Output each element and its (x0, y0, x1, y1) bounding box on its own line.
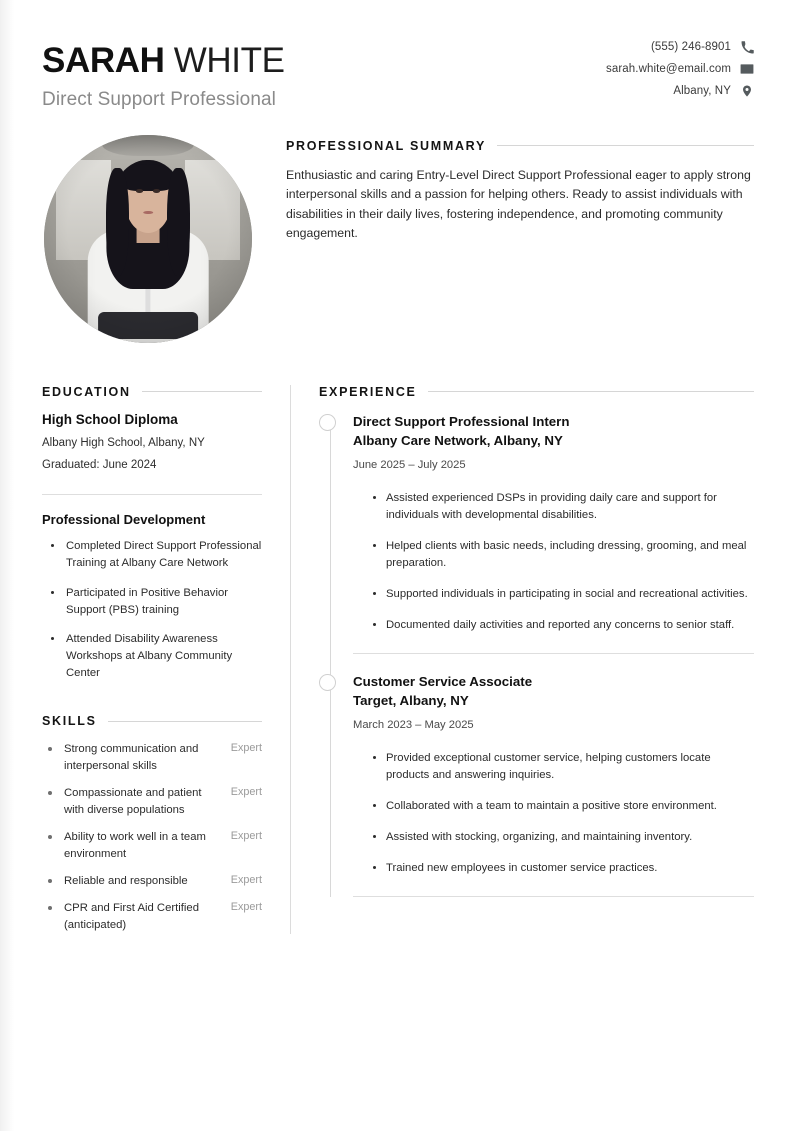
timeline-dot-icon (319, 674, 336, 691)
contact-info-list (606, 36, 754, 98)
skill-name: CPR and First Aid Certified (anticipated) (64, 902, 199, 931)
skill-level: Expert (230, 742, 262, 755)
job-bullet-list (353, 750, 754, 877)
skill-level: Expert (230, 901, 262, 914)
heading-rule (108, 721, 262, 722)
skill-item (42, 900, 262, 934)
skill-level: Expert (230, 874, 262, 887)
professional-summary-text: Enthusiastic and caring Entry-Level Direct Support Professional eager to apply strong interpersonal skills and a passion for helping others. Ready to assist individuals with disabilities in their daily lives, fostering independence, and promoting community engagement. (286, 167, 751, 241)
job-role: Direct Support Professional Intern (353, 413, 570, 429)
list-item: Supported individuals in participating in social and recreational activities. (371, 586, 754, 603)
email-icon (740, 62, 754, 76)
list-item: Attended Disability Awareness Workshops at Albany Community Center (44, 631, 262, 681)
experience-entry-divider (353, 653, 754, 654)
list-item: Helped clients with basic needs, including dressing, grooming, and meal preparation. (371, 538, 754, 572)
contact-location-value: Albany, NY (673, 85, 731, 97)
last-name: WHITE (173, 41, 285, 80)
contact-location[interactable] (673, 84, 754, 98)
first-name: SARAH (42, 41, 165, 80)
list-item: Completed Direct Support Professional Training at Albany Care Network (44, 538, 262, 571)
body-columns (0, 343, 800, 934)
contact-email-value: sarah.white@email.com (606, 63, 731, 75)
education-section (42, 385, 262, 682)
timeline-dot-icon (319, 414, 336, 431)
professional-development-heading: Professional Development (42, 512, 206, 528)
job-company: Albany Care Network, Albany, NY (353, 433, 563, 449)
photo-container (42, 133, 254, 343)
name-block (42, 36, 285, 111)
skill-level: Expert (230, 830, 262, 843)
skill-item (42, 873, 262, 890)
contact-phone[interactable] (651, 40, 754, 54)
header-job-title: Direct Support Professional (42, 88, 276, 110)
experience-end-divider (353, 896, 754, 897)
experience-entry (353, 412, 754, 634)
skill-name: Compassionate and patient with diverse populations (64, 787, 202, 817)
list-item: Assisted with stocking, organizing, and maintaining inventory. (371, 829, 754, 846)
job-bullet-list (353, 490, 754, 634)
contact-phone-value: (555) 246-8901 (650, 41, 731, 53)
education-school: Albany High School, Albany, NY (42, 436, 205, 449)
skill-name: Reliable and responsible (64, 875, 188, 888)
heading-rule (428, 391, 754, 392)
list-item: Trained new employees in customer service practices. (371, 860, 754, 877)
profile-photo (44, 135, 252, 343)
experience-timeline (319, 412, 754, 897)
skill-item (42, 829, 262, 863)
education-divider (42, 494, 262, 495)
job-dates: June 2025 – July 2025 (353, 459, 466, 472)
list-item: Provided exceptional customer service, helping customers locate products and answering inquiries. (371, 750, 754, 784)
education-heading (42, 385, 262, 399)
education-graduation-date: Graduated: June 2024 (42, 458, 157, 471)
skill-item (42, 785, 262, 819)
skill-item (42, 741, 262, 775)
skills-heading-text: SKILLS (42, 714, 97, 729)
list-item: Documented daily activities and reported any concerns to senior staff. (371, 617, 754, 634)
skills-section (42, 714, 262, 933)
job-role: Customer Service Associate (353, 673, 533, 689)
full-name (42, 42, 285, 80)
job-dates: March 2023 – May 2025 (353, 719, 474, 732)
photo-and-summary-section (0, 111, 800, 343)
heading-rule (497, 145, 754, 146)
education-degree: High School Diploma (42, 411, 178, 427)
resume-header (0, 0, 800, 111)
professional-summary-section (286, 133, 754, 244)
contact-email[interactable] (606, 62, 754, 76)
job-company: Target, Albany, NY (353, 693, 469, 709)
skills-heading (42, 714, 262, 728)
education-heading-text: EDUCATION (42, 384, 131, 399)
skill-name: Strong communication and interpersonal skills (64, 743, 199, 773)
experience-heading-text: EXPERIENCE (319, 384, 417, 399)
left-column (42, 385, 278, 934)
professional-summary-heading (286, 139, 754, 153)
timeline-line (330, 420, 331, 897)
experience-entry (353, 672, 754, 897)
list-item: Collaborated with a team to maintain a positive store environment. (371, 798, 754, 815)
list-item: Assisted experienced DSPs in providing daily care and support for individuals with developmental disabilities. (371, 490, 754, 524)
heading-rule (142, 391, 262, 392)
phone-icon (740, 40, 754, 54)
professional-summary-heading-text: PROFESSIONAL SUMMARY (286, 138, 486, 153)
right-column (319, 385, 754, 934)
photo-vignette (44, 135, 252, 343)
location-pin-icon (740, 84, 754, 98)
skill-level: Expert (230, 786, 262, 799)
professional-development-list (42, 538, 262, 681)
column-divider (290, 385, 291, 934)
skill-name: Ability to work well in a team environment (64, 831, 206, 861)
experience-heading (319, 385, 754, 399)
list-item: Participated in Positive Behavior Support (PBS) training (44, 585, 262, 618)
